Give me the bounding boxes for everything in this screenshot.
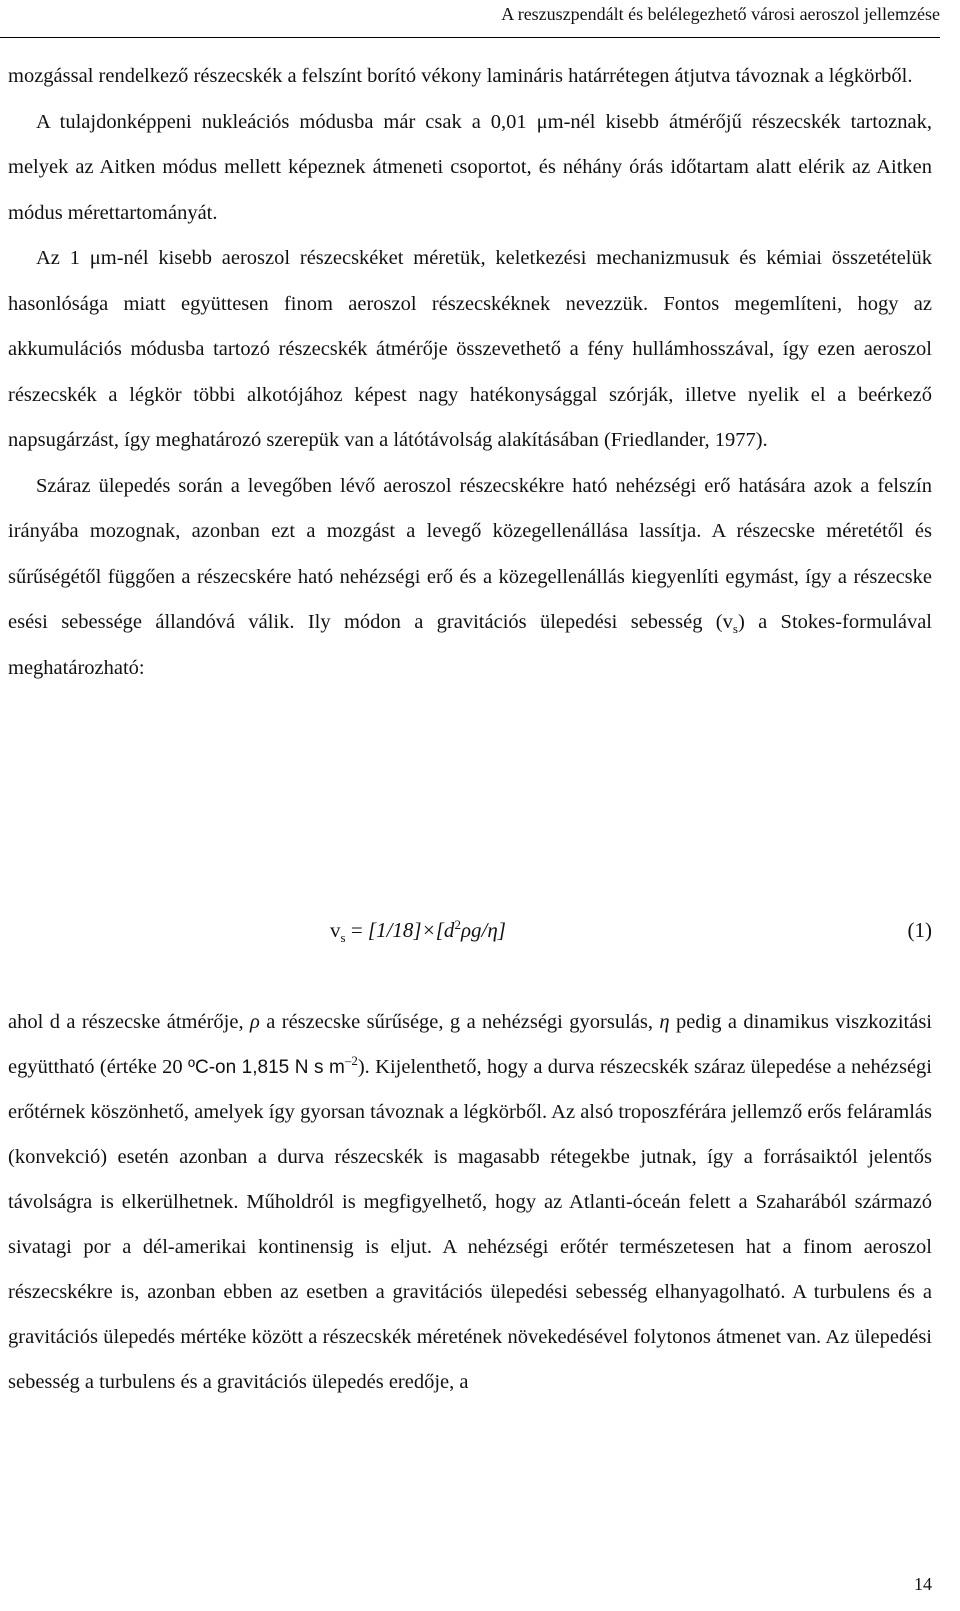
equation-lhs-subscript: s [340, 930, 346, 946]
equation-rhs-b: ρg/η] [460, 918, 506, 942]
symbols-text-c: pedig a dinamikus viszkozitási együttható (értéke 20 [8, 1011, 932, 1078]
paragraph-continuation: mozgással rendelkező részecskék a felszínt borító vékony lamináris határrétegen átjutva távoznak a légkörből. [8, 65, 913, 87]
viscosity-unit: ºC-on 1,815 N s m [188, 1057, 345, 1078]
symbol-rho: ρ [250, 1011, 260, 1033]
symbols-text-a: ahol d a részecske átmérője, [8, 1011, 250, 1033]
equation-number: (1) [907, 918, 932, 942]
dry-deposition-text-end: ) a Stokes-formulával meghatározható: [8, 611, 932, 679]
equation-equals: = [345, 918, 368, 942]
paragraph-dry-deposition [8, 464, 932, 692]
equation-rhs-a: [1/18]×[d [367, 918, 455, 942]
body-text-top [8, 54, 932, 691]
page-header [0, 0, 940, 38]
equation-exponent: 2 [454, 917, 461, 932]
symbol-eta: η [659, 1011, 670, 1033]
running-title: A reszuszpendált és belélegezhető városi aeroszol jellemzése [501, 4, 940, 24]
page-number: 14 [914, 1574, 932, 1594]
equation-formula [330, 917, 506, 946]
subscript-s: s [732, 621, 738, 637]
dry-deposition-text: Száraz ülepedés során a levegőben lévő aeroszol részecskékre ható nehézségi erő hatására azok a felszín irányába mozognak, azonban ezt a mozgást a levegő közegellenállása lassítja. A részecske méretétől és sűrűségétől függően a részecskére ható nehézségi erő és a közegellenállás kiegyenlíti egymást, így a részecske esési sebessége állandóvá válik. Ily módon a gravitációs ülepedési sebesség (v [8, 474, 932, 633]
symbols-text-d: ). Kijelenthető, hogy a durva részecskék száraz ülepedése a nehézségi erőtérnek köszönhető, amelyek így gyorsan távoznak a légkörből. Az alsó troposzférára jellemző erős feláramlás (konvekció) esetén azonban a durva részecskék is magasabb rétegekbe jutnak, így a forrásaiktól jelentős távolságra is elkerülhetnek. Műholdról is megfigyelhető, hogy az Atlanti-óceán felett a Szaharából származó sivatagi por a dél-amerikai kontinensig is eljut. A nehézségi erőtér természetesen hat a finom aeroszol részecskékre is, azonban ebben az esetben a gravitációs ülepedési sebesség elhanyagolható. A turbulens és a gravitációs ülepedés mértéke között a részecskék méretének növekedésével folytonos átmenet van. Az ülepedési sebesség a turbulens és a gravitációs ülepedés eredője, a [8, 1056, 932, 1393]
symbols-text-b: a részecske sűrűsége, g a nehézségi gyorsulás, [259, 1011, 660, 1033]
stokes-equation [8, 910, 932, 956]
paragraph-symbols [8, 1000, 932, 1405]
equation-lhs: v [330, 918, 341, 942]
unit-exponent: –2 [344, 1053, 358, 1069]
paragraph-fine-aerosol: Az 1 μm-nél kisebb aeroszol részecskéket méretük, keletkezési mechanizmusuk és kémiai összetételük hasonlósága miatt együttesen finom aeroszol részecskéknek nevezzük. Fontos megemlíteni, hogy az akkumulációs módusba tartozó részecskék átmérője összevethető a fény hullámhosszával, így ezen aeroszol részecskék a légkör többi alkotójához képest nagy hatékonysággal szórják, illetve nyelik el a beérkező napsugárzást, így meghatározó szerepük van a látótávolság alakításában (Friedlander, 1977). [8, 247, 932, 451]
paragraph-nucleation: A tulajdonképpeni nukleációs módusba már csak a 0,01 μm-nél kisebb átmérőjű részecskék tartoznak, melyek az Aitken módus mellett képeznek átmeneti csoportot, és néhány órás időtartam alatt elérik az Aitken módus mérettartományát. [8, 110, 932, 224]
body-text-bottom [8, 1000, 932, 1405]
